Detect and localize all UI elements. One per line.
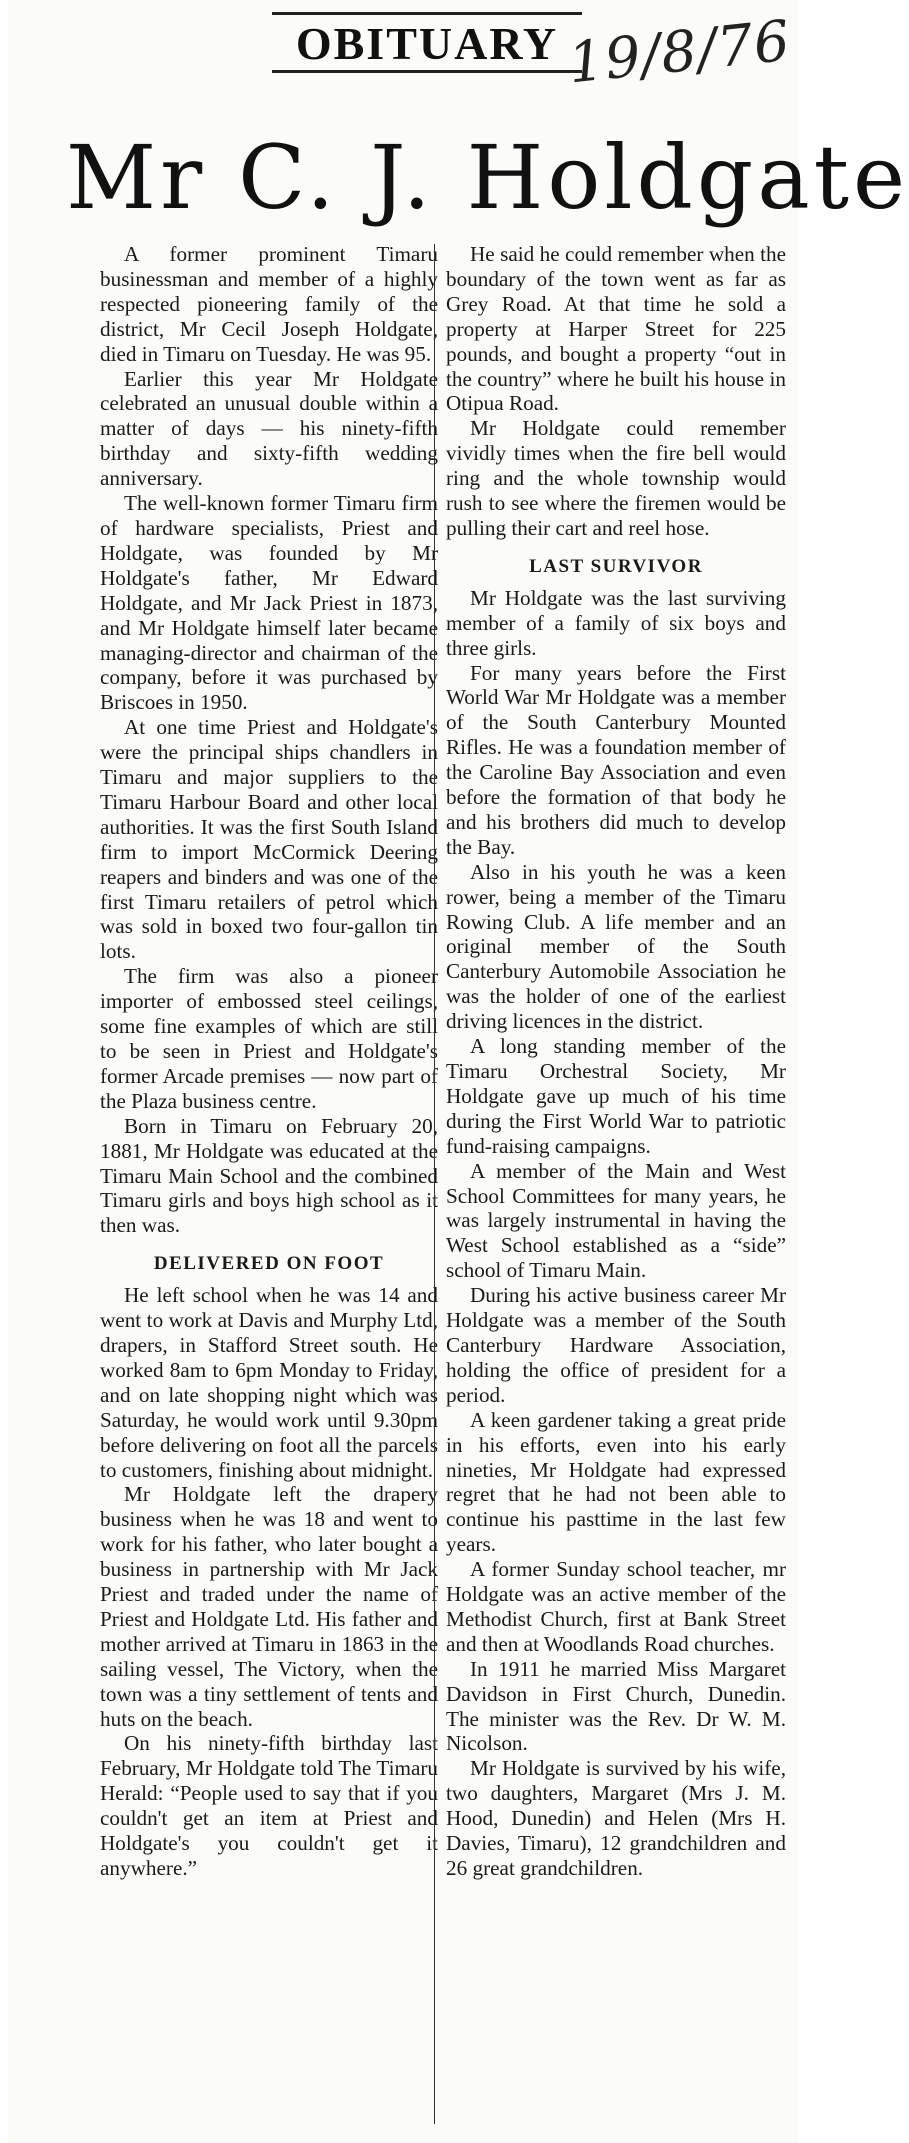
body-paragraph: He said he could remember when the boundary of the town went as far as Grey Road. At that time he sold a property at Harper Street for 225 pounds, and bought a property “out in the country” where he built his house in Otipua Road. <box>446 242 786 416</box>
heading-top-rule <box>272 12 582 15</box>
body-paragraph: During his active business career Mr Holdgate was a member of the South Canterbury Hardware Association, holding the office of president for a period. <box>446 1283 786 1407</box>
body-paragraph: Earlier this year Mr Holdgate celebrated an unusual double within a matter of days — his ninety-fifth birthday and sixty-fifth wedding anniversary. <box>100 366 438 491</box>
headline: Mr C. J. Holdgate <box>66 126 909 229</box>
body-paragraph: Mr Holdgate left the drapery business when he was 18 and went to work for his father, who later bought a business in partnership with Mr Jack Priest and traded under the name of Priest and Holdgate Ltd. His father and mother arrived at Timaru in 1863 in the sailing vessel, The Victory, when the town was a tiny settlement of tents and huts on the beach. <box>100 1482 438 1731</box>
newspaper-clipping <box>8 0 909 2143</box>
column-divider <box>434 244 435 2124</box>
subheading: DELIVERED ON FOOT <box>153 1253 385 1275</box>
body-paragraph: Mr Holdgate could remember vividly times when the fire bell would ring and the whole township would rush to see where the firemen would be pulling their cart and reel hose. <box>446 416 786 540</box>
body-paragraph: Mr Holdgate was the last surviving member of a family of six boys and three girls. <box>446 585 786 660</box>
body-paragraph: The well-known former Timaru firm of hardware specialists, Priest and Holdgate, was founded by Mr Holdgate's father, Mr Edward Holdgate, and Mr Jack Priest in 1873, and Mr Holdgate himself later became managing-director and chairman of the company, before it was purchased by Briscoes in 1950. <box>100 491 438 715</box>
right-column <box>446 242 786 1881</box>
subheading: LAST SURVIVOR <box>529 555 703 577</box>
body-paragraph: Born in Timaru on February 20, 1881, Mr Holdgate was educated at the Timaru Main School and the combined Timaru girls and boys high school as it then was. <box>100 1113 438 1238</box>
body-paragraph: Mr Holdgate is survived by his wife, two daughters, Margaret (Mrs J. M. Hood, Dunedin) and Helen (Mrs H. Davies, Timaru), 12 grandchildren and 26 great grandchildren. <box>446 1756 786 1880</box>
body-paragraph: In 1911 he married Miss Margaret Davidson in First Church, Dunedin. The minister was the Rev. Dr W. M. Nicolson. <box>446 1656 786 1756</box>
body-paragraph: A long standing member of the Timaru Orchestral Society, Mr Holdgate gave up much of his time during the First World War to patriotic fund-raising campaigns. <box>446 1034 786 1158</box>
section-heading: OBITUARY <box>272 18 582 73</box>
body-paragraph: For many years before the First World War Mr Holdgate was a member of the South Canterbury Mounted Rifles. He was a foundation member of the Caroline Bay Association and even before the formation of that body he and his brothers did much to develop the Bay. <box>446 660 786 859</box>
handwritten-date: 19/8/76 <box>565 8 794 97</box>
body-paragraph: A keen gardener taking a great pride in his efforts, even into his early nineties, Mr Holdgate had expressed regret that he had not been able to continue his pasttime in the last few years. <box>446 1407 786 1557</box>
body-paragraph: At one time Priest and Holdgate's were the principal ships chandlers in Timaru and major suppliers to the Timaru Harbour Board and other local authorities. It was the first South Island firm to import McCormick Deering reapers and binders and was one of the first Timaru retailers of petrol which was sold in boxed two four-gallon tin lots. <box>100 715 438 964</box>
body-paragraph: A member of the Main and West School Committees for many years, he was largely instrumental in having the West School established as a “side” school of Timaru Main. <box>446 1158 786 1283</box>
body-paragraph: The firm was also a pioneer importer of embossed steel ceilings, some fine examples of which are still to be seen in Priest and Holdgate's former Arcade premises — now part of the Plaza business centre. <box>100 964 438 1113</box>
body-paragraph: On his ninety-fifth birthday last February, Mr Holdgate told The Timaru Herald: “People used to say that if you couldn't get an item at Priest and Holdgate's you couldn't get it anywhere.” <box>100 1731 438 1880</box>
body-paragraph: Also in his youth he was a keen rower, being a member of the Timaru Rowing Club. A life member and an original member of the South Canterbury Automobile Association he was the holder of one of the earliest driving licences in the district. <box>446 859 786 1034</box>
body-paragraph: He left school when he was 14 and went to work at Davis and Murphy Ltd, drapers, in Stafford Street south. He worked 8am to 6pm Monday to Friday, and on late shopping night which was Saturday, he would work until 9.30pm before delivering on foot all the parcels to customers, finishing about midnight. <box>100 1283 438 1482</box>
body-paragraph: A former Sunday school teacher, mr Holdgate was an active member of the Methodist Church, first at Bank Street and then at Woodlands Road churches. <box>446 1557 786 1656</box>
body-paragraph: A former prominent Timaru businessman and member of a highly respected pioneering family of the district, Mr Cecil Joseph Holdgate, died in Timaru on Tuesday. He was 95. <box>100 242 438 366</box>
left-column <box>100 242 438 1881</box>
